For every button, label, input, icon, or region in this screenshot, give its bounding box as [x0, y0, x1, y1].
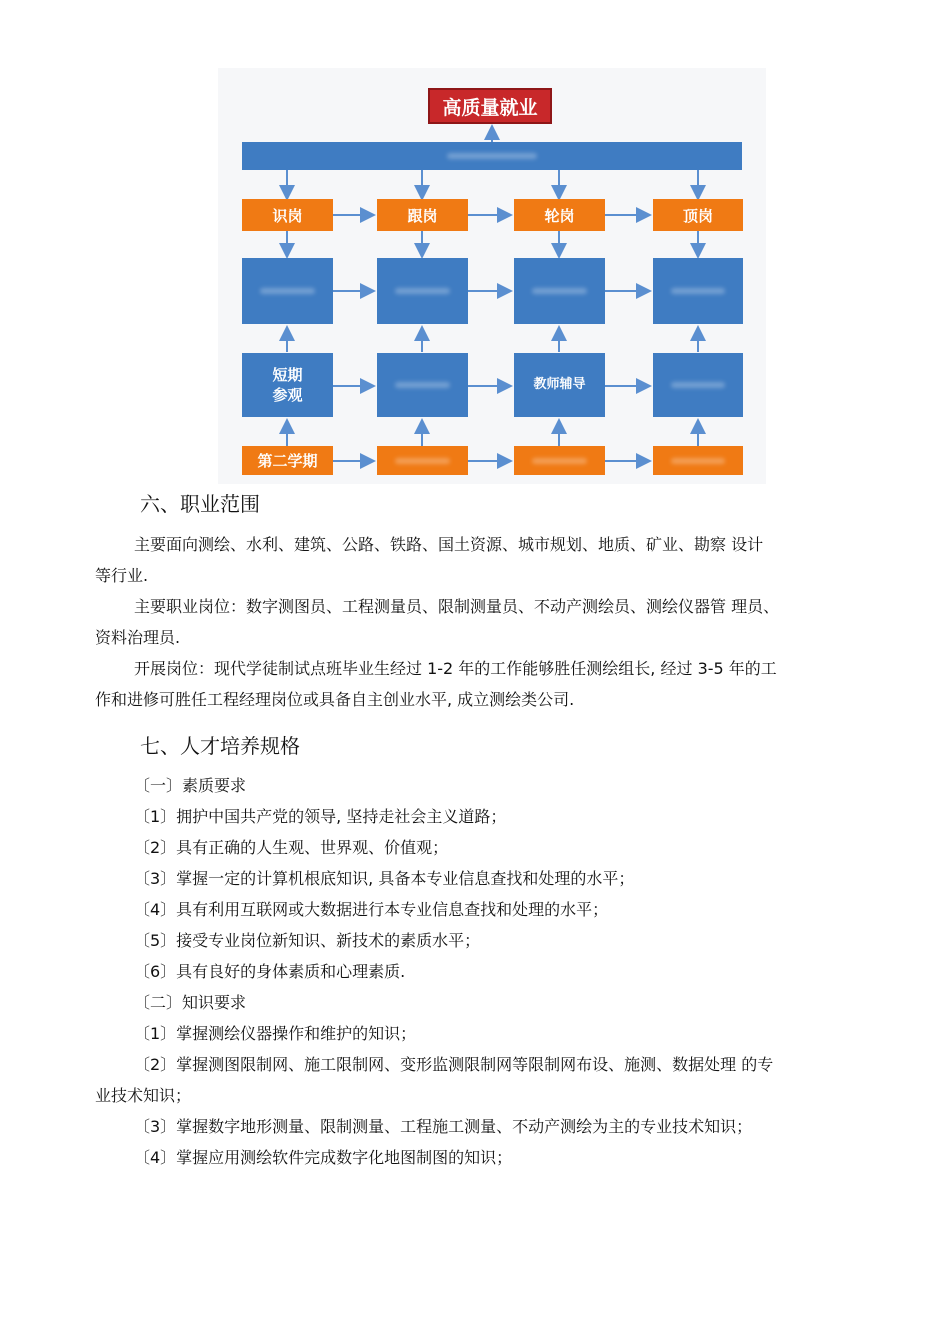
content-box-r3-2: [377, 353, 468, 417]
stage-box-4: 顶岗: [653, 199, 743, 231]
semester-box-3: [514, 446, 605, 475]
list-item: 〔二〕知识要求: [134, 993, 247, 1012]
list-item: 〔4〕掌握应用测绘软件完成数字化地图制图的知识；: [134, 1148, 513, 1167]
stage-box-3: 轮岗: [514, 199, 605, 231]
main-bar: [242, 142, 742, 170]
content-box-r2-4: [653, 258, 743, 324]
semester-box-2: [377, 446, 468, 475]
training-flow-diagram: [218, 68, 766, 484]
semester-box-4: [653, 446, 743, 475]
stage-box-2: 跟岗: [377, 199, 468, 231]
content-box-r2-2: [377, 258, 468, 324]
section6-p3-line1: 开展岗位：现代学徒制试点班毕业生经过 1-2 年的工作能够胜任测绘组长, 经过 3-5 年的工: [134, 659, 777, 678]
list-item: 〔5〕接受专业岗位新知识、新技术的素质水平；: [134, 931, 481, 950]
semester-box-1: 第二学期: [242, 446, 333, 475]
content-box-r2-3: [514, 258, 605, 324]
list-item: 〔2〕掌握测图限制网、施工限制网、变形监测限制网等限制网布设、施测、数据处理 的专: [134, 1055, 774, 1074]
section6-title: 六、职业范围: [140, 492, 260, 516]
list-item: 〔6〕具有良好的身体素质和心理素质.: [134, 962, 406, 981]
list-item: 〔1〕掌握测绘仪器操作和维护的知识；: [134, 1024, 417, 1043]
content-box-r3-4: [653, 353, 743, 417]
section6-p3-line2: 作和进修可胜任工程经理岗位或具备自主创业水平, 成立测绘类公司.: [95, 690, 575, 709]
list-item: 〔一〕素质要求: [134, 776, 247, 795]
list-item: 〔3〕掌握一定的计算机根底知识, 具备本专业信息查找和处理的水平；: [134, 869, 635, 888]
section7-title: 七、人才培养规格: [140, 734, 300, 758]
list-item: 〔3〕掌握数字地形测量、限制测量、工程施工测量、不动产测绘为主的专业技术知识；: [134, 1117, 753, 1136]
content-box-r2-1: [242, 258, 333, 324]
short-visit-line1: 短期: [272, 366, 303, 384]
list-item: 〔2〕具有正确的人生观、世界观、价值观；: [134, 838, 449, 857]
section6-p1-line1: 主要面向测绘、水利、建筑、公路、铁路、国土资源、城市规划、地质、矿业、勘察 设计: [134, 535, 764, 554]
content-box-r3-3: 教师辅导: [514, 353, 605, 417]
list-item: 〔4〕具有利用互联网或大数据进行本专业信息查找和处理的水平；: [134, 900, 609, 919]
stage-box-1: 识岗: [242, 199, 333, 231]
content-box-r3-1: [242, 353, 333, 417]
section6-p2-line2: 资料治理员.: [95, 628, 181, 647]
section6-p2-line1: 主要职业岗位：数字测图员、工程测量员、限制测量员、不动产测绘员、测绘仪器管 理员、: [134, 597, 780, 616]
list-item: 〔1〕拥护中国共产党的领导, 坚持走社会主义道路；: [134, 807, 507, 826]
short-visit-line2: 参观: [272, 386, 303, 404]
top-goal-box: 高质量就业: [428, 88, 552, 124]
list-item: 业技术知识；: [95, 1086, 192, 1105]
section6-p1-line2: 等行业.: [95, 566, 149, 585]
